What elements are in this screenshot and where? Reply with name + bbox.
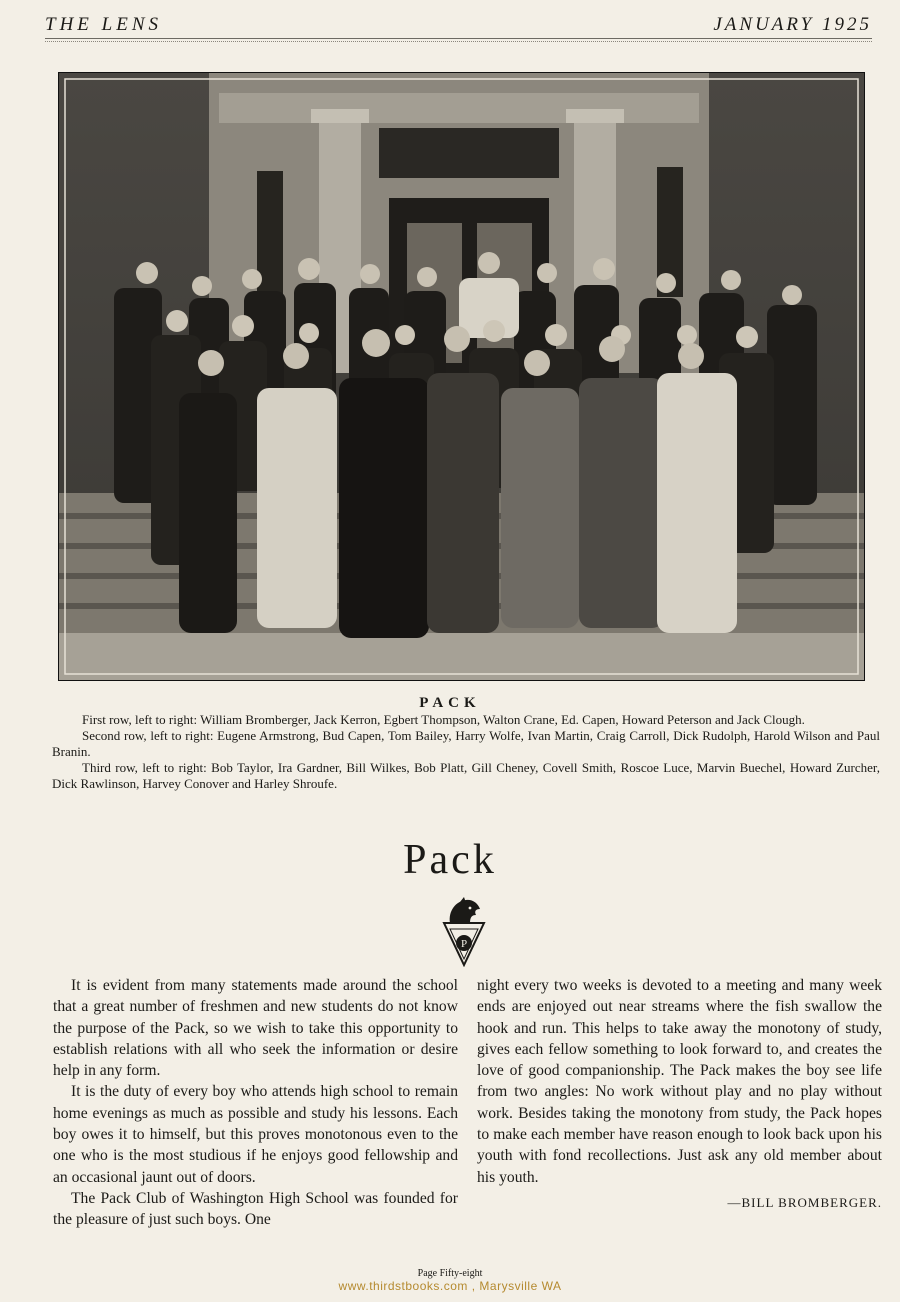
caption-first-row: First row, left to right: William Bromberger, Jack Kerron, Egbert Thompson, Walton Crane, Ed. Capen, Howard Peterson and Jack Clough. bbox=[82, 712, 805, 727]
page-number: Page Fifty-eight bbox=[417, 1268, 483, 1279]
watermark: www.thirdstbooks.com , Marysville WA bbox=[338, 1279, 562, 1293]
group-photo-illustration bbox=[59, 73, 864, 680]
article-column-left bbox=[53, 975, 458, 1231]
article-paragraph: It is evident from many statements made around the school that a great number of freshmen and new students do not know the purpose of the Pack, so we wish to take this opportunity to establish relations with all who seek the information or desire help in any form. bbox=[53, 977, 458, 1080]
article-paragraph: The Pack Club of Washington High School was founded for the pleasure of just such boys. One bbox=[53, 1189, 458, 1229]
caption-second-row: Second row, left to right: Eugene Armstrong, Bud Capen, Tom Bailey, Harry Wolfe, Ivan Martin, Craig Carroll, Dick Rudolph, Harold Wilson and Paul Branin. bbox=[52, 728, 880, 759]
author-signature: —BILL BROMBERGER. bbox=[727, 1194, 882, 1210]
caption-third-row: Third row, left to right: Bob Taylor, Ira Gardner, Bill Wilkes, Bob Platt, Gill Cheney, Covell Smith, Roscoe Luce, Marvin Buechel, Howard Zurcher, Dick Rawlinson, Harvey Conover and Harley Shroufe. bbox=[52, 760, 880, 791]
wolf-emblem-icon bbox=[440, 897, 488, 967]
caption-title: PACK bbox=[419, 695, 481, 711]
issue-date: JANUARY 1925 bbox=[713, 14, 872, 35]
group-photo bbox=[58, 72, 865, 681]
article-paragraph: night every two weeks is devoted to a meeting and many week ends are enjoyed out near streams where the fish swallow the hook and run. This helps to take away the monotony of study, gives each fellow something to look forward to, and creates the love of good companionship. The Pack makes the boy see life from two angles: No work without play and no play without work. Besides taking the monotony from study, the Pack hopes to make each member have reason enough to look back upon his youth with fond recollections. Just ask any old member about his youth. bbox=[477, 977, 882, 1186]
publication-title: THE LENS bbox=[45, 14, 162, 35]
emblem-letter: P bbox=[460, 938, 468, 950]
article-paragraph: It is the duty of every boy who attends high school to remain home evenings as much as possible and study his lessons. Each boy owes it to himself, but this proves monotonous even to the one who is the most studious if he enjoys good fellowship and an occasional jaunt out of doors. bbox=[53, 1083, 458, 1186]
article-column-right bbox=[477, 975, 882, 1213]
article-title: Pack bbox=[403, 837, 497, 883]
header-rule bbox=[45, 38, 872, 42]
running-header bbox=[0, 0, 900, 40]
photo-caption bbox=[52, 712, 880, 792]
